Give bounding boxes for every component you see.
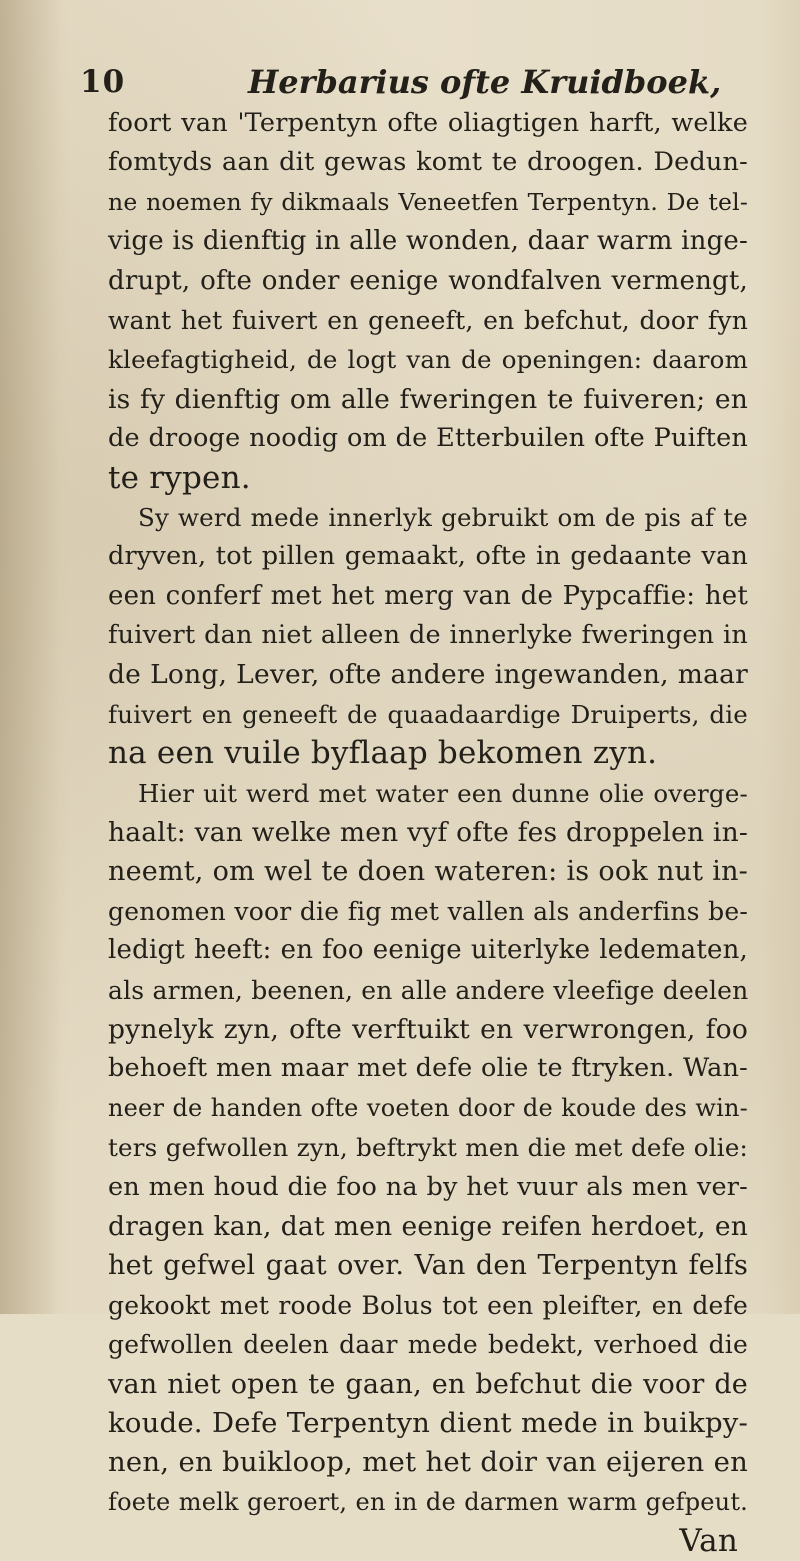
text-line: de drooge noodig om de Etterbuilen ofte Puiften [108, 423, 748, 454]
catchword: Van [679, 1523, 738, 1560]
text-line: fomtyds aan dit gewas komt te droogen. Dedun- [108, 147, 748, 178]
text-line: als armen, beenen, en alle andere vleefige deelen [108, 975, 749, 1005]
text-line: gekookt met roode Bolus tot een pleifter, en defe [108, 1290, 748, 1320]
running-title: Herbarius ofte Kruidboek, [248, 63, 722, 101]
text-line: dryven, tot pillen gemaakt, ofte in gedaante van [108, 541, 748, 572]
page-header [80, 62, 740, 102]
text-line: en men houd die foo na by het vuur als men ver- [108, 1171, 748, 1202]
text-line: van niet open te gaan, en befchut die voor de [108, 1368, 748, 1400]
text-line: ters gefwollen zyn, beftrykt men die met defe olie: [108, 1133, 748, 1163]
text-line: nen, en buikloop, met het doir van eijeren en [108, 1446, 748, 1479]
text-line: ne noemen fy dikmaals Veneetfen Terpentyn. De tel- [108, 187, 748, 216]
text-line: dragen kan, dat men eenige reifen herdoet, en [108, 1210, 748, 1242]
text-line: een conferf met het merg van de Pypcaffie: het [108, 580, 748, 611]
text-line: na een vuile byflaap bekomen zyn. [108, 735, 658, 772]
text-line: neer de handen ofte voeten door de koude des win- [108, 1093, 748, 1122]
text-line: drupt, ofte onder eenige wondfalven vermengt, [108, 265, 748, 296]
text-line: foete melk geroert, en in de darmen warm gefpeut. [108, 1487, 748, 1516]
text-line: neemt, om wel te doen wateren: is ook nut in- [108, 856, 748, 888]
text-line: ledigt heeft: en foo eenige uiterlyke ledematen, [108, 935, 748, 966]
text-line: koude. Defe Terpentyn dient mede in buikpy- [108, 1406, 748, 1439]
text-line: kleefagtigheid, de logt van de openingen: daarom [108, 345, 748, 375]
text-line: Sy werd mede innerlyk gebruikt om de pis af te [138, 502, 748, 532]
text-line: haalt: van welke men vyf ofte fes droppelen in- [108, 817, 748, 849]
text-line: vige is dienftig in alle wonden, daar warm inge- [108, 226, 748, 257]
text-line: want het fuivert en geneeft, en befchut, door fyn [108, 305, 748, 335]
text-line: is fy dienftig om alle fweringen te fuiveren; en [108, 383, 748, 415]
text-line: Hier uit werd met water een dunne olie overge- [138, 778, 748, 808]
body-text [108, 104, 748, 1561]
text-line: het gefwel gaat over. Van den Terpentyn felfs [108, 1250, 748, 1282]
text-line: gefwollen deelen daar mede bedekt, verhoed die [108, 1330, 748, 1360]
text-line: pynelyk zyn, ofte verftuikt en verwrongen, foo [108, 1013, 748, 1045]
text-line: foort van 'Terpentyn ofte oliagtigen harft, welke [108, 108, 748, 138]
gutter-shadow [0, 0, 60, 1314]
page-number: 10 [80, 64, 126, 100]
text-line: fuivert dan niet alleen de innerlyke fweringen in [108, 620, 748, 651]
text-line: fuivert en geneeft de quaadaardige Druiperts, die [108, 699, 748, 729]
text-line: behoeft men maar met defe olie te ftryken. Wan- [108, 1053, 748, 1084]
text-line: genomen voor die fig met vallen als anderfins be- [108, 896, 748, 926]
text-line: te rypen. [108, 459, 251, 496]
text-line: de Long, Lever, ofte andere ingewanden, maar [108, 659, 748, 691]
